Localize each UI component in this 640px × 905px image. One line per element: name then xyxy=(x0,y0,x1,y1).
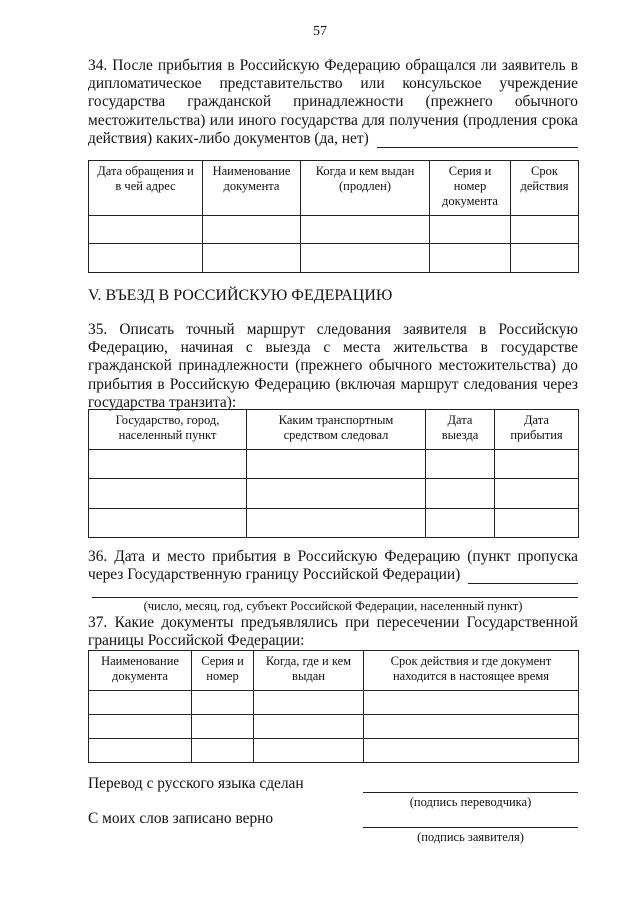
confirm-label: С моих слов записано верно xyxy=(88,810,274,827)
table-cell[interactable] xyxy=(364,715,579,739)
q35-line: 35. Описать точный маршрут следования заявителя в Российскую xyxy=(88,321,578,338)
translator-signature-line[interactable] xyxy=(363,792,578,793)
table-cell[interactable] xyxy=(364,739,579,763)
table-cell[interactable] xyxy=(426,479,495,509)
table-row[interactable] xyxy=(89,479,579,509)
q36-line: 36. Дата и место прибытия в Российскую Федерацию (пункт пропуска xyxy=(88,548,578,565)
table-cell[interactable] xyxy=(89,216,203,244)
header-cell: Каким транспортным средством следовал xyxy=(247,410,426,450)
table-cell[interactable] xyxy=(192,715,254,739)
table-cell[interactable] xyxy=(254,739,364,763)
table-cell[interactable] xyxy=(511,244,579,273)
table-cell[interactable] xyxy=(89,739,192,763)
q36-caption: (число, месяц, год, субъект Российской Федерации, населенный пункт) xyxy=(143,599,523,613)
table-cell[interactable] xyxy=(430,244,511,273)
table-row[interactable] xyxy=(89,216,579,244)
table-cell[interactable] xyxy=(89,509,247,538)
table-cell[interactable] xyxy=(203,216,301,244)
table-cell[interactable] xyxy=(364,691,579,715)
applicant-signature-line[interactable] xyxy=(363,827,578,828)
table-cell[interactable] xyxy=(301,216,430,244)
q36-answer-field[interactable] xyxy=(468,569,578,584)
table-cell[interactable] xyxy=(247,479,426,509)
header-cell: Срок действия и где документ находится в настоящее время xyxy=(364,651,579,691)
table-row[interactable] xyxy=(89,691,579,715)
q35-line: Федерацию, начиная с выезда с места жительства в государстве xyxy=(88,339,578,357)
header-cell: Наименование документа xyxy=(203,161,301,216)
page-number: 57 xyxy=(313,24,327,39)
q34-line: местожительства) или иного государства для получения (продления срока xyxy=(88,111,578,129)
q34-answer-field[interactable] xyxy=(377,133,578,148)
header-cell: Наименование документа xyxy=(89,651,192,691)
translation-label: Перевод с русского языка сделан xyxy=(88,775,304,792)
table-row[interactable] xyxy=(89,450,579,479)
table-cell[interactable] xyxy=(89,715,192,739)
table-cell[interactable] xyxy=(254,691,364,715)
table-row[interactable] xyxy=(89,715,579,739)
header-cell: Срок действия xyxy=(511,161,579,216)
q35-table xyxy=(88,409,579,538)
header-cell: Когда, где и кем выдан xyxy=(254,651,364,691)
q36-answer-line[interactable] xyxy=(92,597,578,598)
header-cell: Дата выезда xyxy=(426,410,495,450)
table-cell[interactable] xyxy=(192,739,254,763)
q34-line: действия) каких-либо документов (да, нет) xyxy=(88,129,369,147)
table-cell[interactable] xyxy=(203,244,301,273)
table-cell[interactable] xyxy=(495,450,579,479)
table-row[interactable] xyxy=(89,509,579,538)
table-header-row xyxy=(89,410,579,450)
question-35 xyxy=(88,321,578,412)
q34-line: 34. После прибытия в Российскую Федерацию обращался ли заявитель в xyxy=(88,57,578,74)
header-cell: Серия и номер xyxy=(192,651,254,691)
q34-line: дипломатическое представительство или консульское учреждение xyxy=(88,75,578,93)
table-cell[interactable] xyxy=(430,216,511,244)
table-header-row xyxy=(89,651,579,691)
table-cell[interactable] xyxy=(89,450,247,479)
table-cell[interactable] xyxy=(89,479,247,509)
question-36 xyxy=(88,548,578,584)
table-cell[interactable] xyxy=(89,691,192,715)
q35-line: прибытия в Российскую Федерацию (включая маршрут следования через xyxy=(88,375,578,393)
table-cell[interactable] xyxy=(254,715,364,739)
q34-table xyxy=(88,160,579,273)
section-heading: V. ВЪЕЗД В РОССИЙСКУЮ ФЕДЕРАЦИЮ xyxy=(88,287,393,304)
table-cell[interactable] xyxy=(426,450,495,479)
q37-table xyxy=(88,650,579,763)
table-header-row xyxy=(89,161,579,216)
header-cell: Дата обращения и в чей адрес xyxy=(89,161,203,216)
table-cell[interactable] xyxy=(89,244,203,273)
q36-line: через Государственную границу Российской Федерации) xyxy=(88,566,461,584)
question-37 xyxy=(88,614,578,650)
question-34 xyxy=(88,57,578,148)
header-cell: Дата прибытия xyxy=(495,410,579,450)
table-row[interactable] xyxy=(89,244,579,273)
table-cell[interactable] xyxy=(192,691,254,715)
q37-line: границы Российской Федерации: xyxy=(88,632,305,650)
q35-line: гражданской принадлежности (прежнего обычного местожительства) до xyxy=(88,357,578,375)
table-cell[interactable] xyxy=(247,509,426,538)
table-cell[interactable] xyxy=(301,244,430,273)
table-cell[interactable] xyxy=(495,509,579,538)
table-cell[interactable] xyxy=(247,450,426,479)
header-cell: Когда и кем выдан (продлен) xyxy=(301,161,430,216)
table-cell[interactable] xyxy=(495,479,579,509)
q34-line: государства гражданской принадлежности (прежнего обычного xyxy=(88,93,578,111)
q37-line: 37. Какие документы предъявлялись при пересечении Государственной xyxy=(88,614,578,631)
q35-line: государства транзита): xyxy=(88,393,237,411)
header-cell: Серия и номер документа xyxy=(430,161,511,216)
table-cell[interactable] xyxy=(511,216,579,244)
translator-caption: (подпись переводчика) xyxy=(409,795,532,809)
applicant-caption: (подпись заявителя) xyxy=(417,830,524,844)
table-cell[interactable] xyxy=(426,509,495,538)
table-row[interactable] xyxy=(89,739,579,763)
header-cell: Государство, город, населенный пункт xyxy=(89,410,247,450)
